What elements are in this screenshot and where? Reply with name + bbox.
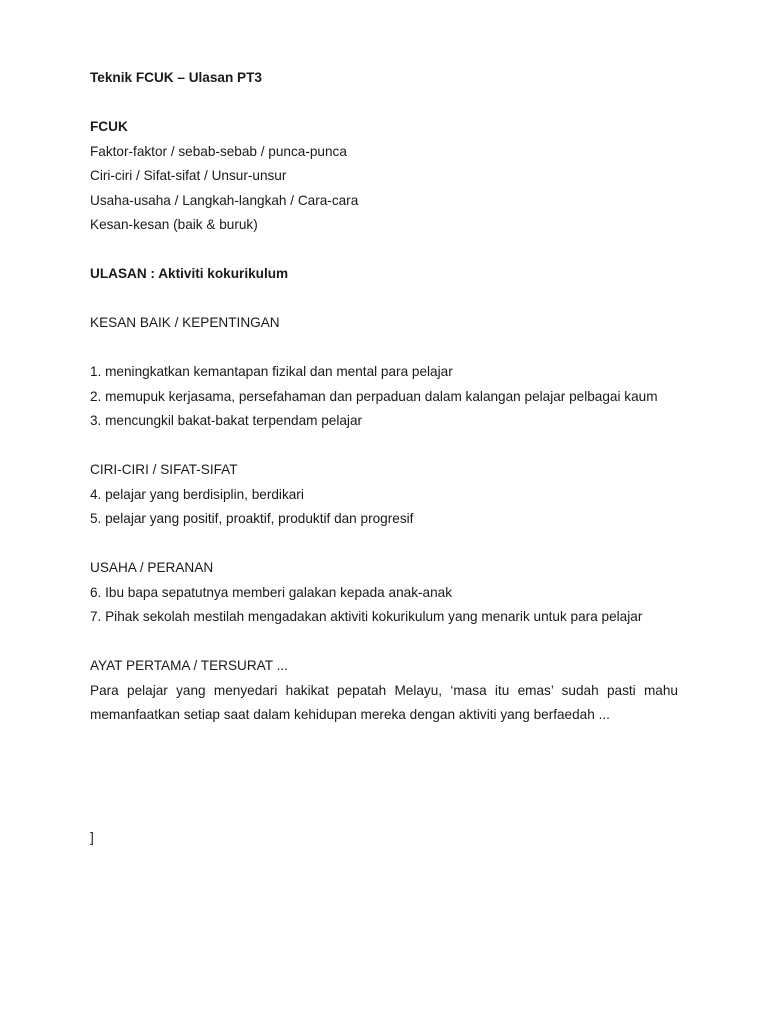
fcuk-item-faktor: Faktor-faktor / sebab-sebab / punca-punca [90, 143, 347, 159]
usaha-point-6: 6. Ibu bapa sepatutnya memberi galakan kepada anak-anak [90, 584, 452, 600]
spacer [90, 238, 678, 263]
spacer [90, 91, 678, 116]
kesan-heading: KESAN BAIK / KEPENTINGAN [90, 315, 280, 330]
ciri-point-4: 4. pelajar yang berdisiplin, berdikari [90, 486, 304, 502]
closing-bracket: ] [90, 829, 94, 845]
kesan-point-1: 1. meningkatkan kemantapan fizikal dan mental para pelajar [90, 364, 453, 379]
fcuk-item-kesan: Kesan-kesan (baik & buruk) [90, 217, 258, 232]
spacer [90, 287, 678, 312]
kesan-point-2: 2. memupuk kerjasama, persefahaman dan perpaduan dalam kalangan pelajar pelbagai kaum [90, 388, 658, 404]
document-page [90, 66, 678, 850]
ciri-point-5: 5. pelajar yang positif, proaktif, produktif dan progresif [90, 511, 414, 526]
spacer [90, 532, 678, 557]
spacer [90, 630, 678, 655]
fcuk-item-ciri: Ciri-ciri / Sifat-sifat / Unsur-unsur [90, 168, 287, 183]
fcuk-heading: FCUK [90, 119, 128, 134]
ayat-paragraph: Para pelajar yang menyedari hakikat pepatah Melayu, ‘masa itu emas’ sudah pasti mahu memanfaatkan setiap saat dalam kehidupan mereka dengan aktiviti yang berfaedah ... [90, 682, 678, 722]
spacer [90, 434, 678, 459]
ciri-heading: CIRI-CIRI / SIFAT-SIFAT [90, 462, 238, 477]
fcuk-item-usaha: Usaha-usaha / Langkah-langkah / Cara-cara [90, 192, 359, 208]
ayat-heading: AYAT PERTAMA / TERSURAT ... [90, 658, 288, 673]
ulasan-heading: ULASAN : Aktiviti kokurikulum [90, 266, 289, 281]
usaha-heading: USAHA / PERANAN [90, 560, 214, 575]
spacer [90, 336, 678, 361]
document-title: Teknik FCUK – Ulasan PT3 [90, 70, 262, 85]
usaha-point-7: 7. Pihak sekolah mestilah mengadakan aktiviti kokurikulum yang menarik untuk para pelajar [90, 609, 643, 624]
kesan-point-3: 3. mencungkil bakat-bakat terpendam pelajar [90, 413, 363, 428]
